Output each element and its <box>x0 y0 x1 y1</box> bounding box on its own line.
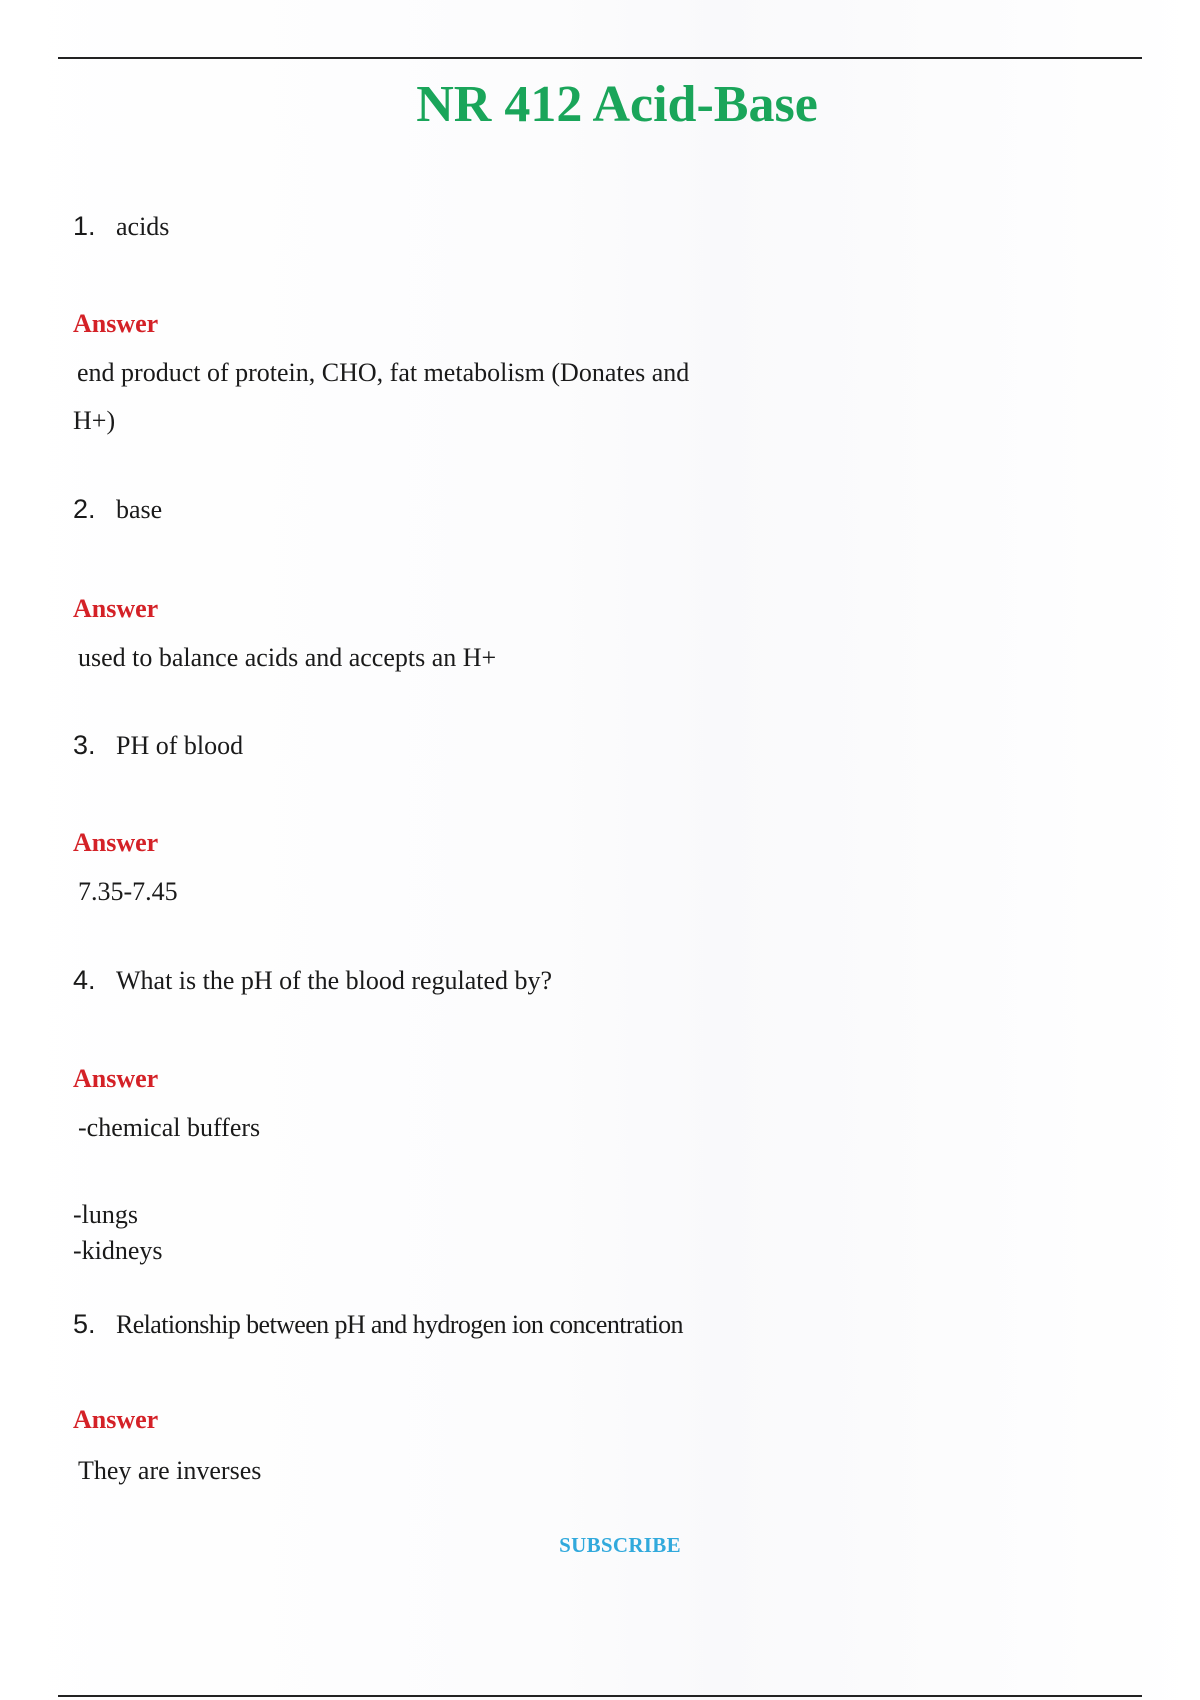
question-1 <box>73 208 169 245</box>
question-text: What is the pH of the blood regulated by? <box>116 966 553 995</box>
answer-4-line-3: -kidneys <box>73 1236 163 1265</box>
question-text: acids <box>116 212 170 241</box>
answer-1-line-1: end product of protein, CHO, fat metabolism (Donates and <box>77 358 690 387</box>
answer-label-3: Answer <box>73 828 159 857</box>
bottom-rule <box>58 1695 1142 1697</box>
question-4 <box>73 962 552 999</box>
subscribe-link[interactable]: SUBSCRIBE <box>559 1533 681 1557</box>
question-number: 2. <box>73 494 96 524</box>
answer-label-1: Answer <box>73 309 159 338</box>
question-2 <box>73 491 162 528</box>
question-text: PH of blood <box>116 731 244 760</box>
question-5 <box>73 1306 683 1343</box>
document-title: NR 412 Acid-Base <box>416 76 818 133</box>
answer-5-line-1: They are inverses <box>78 1456 262 1485</box>
answer-2-line-1: used to balance acids and accepts an H+ <box>78 643 497 672</box>
question-3 <box>73 727 243 764</box>
answer-label-5: Answer <box>73 1405 159 1434</box>
question-text: Relationship between pH and hydrogen ion concentration <box>116 1310 683 1339</box>
answer-1-line-2: H+) <box>73 406 116 435</box>
question-number: 4. <box>73 965 96 995</box>
answer-label-2: Answer <box>73 594 159 623</box>
question-number: 1. <box>73 211 96 241</box>
question-text: base <box>116 495 163 524</box>
question-number: 3. <box>73 730 96 760</box>
answer-3-line-1: 7.35-7.45 <box>78 877 178 906</box>
answer-label-4: Answer <box>73 1064 159 1093</box>
question-number: 5. <box>73 1309 96 1339</box>
answer-4-line-2: -lungs <box>73 1200 138 1229</box>
answer-4-line-1: -chemical buffers <box>78 1113 261 1142</box>
top-rule <box>58 57 1142 59</box>
